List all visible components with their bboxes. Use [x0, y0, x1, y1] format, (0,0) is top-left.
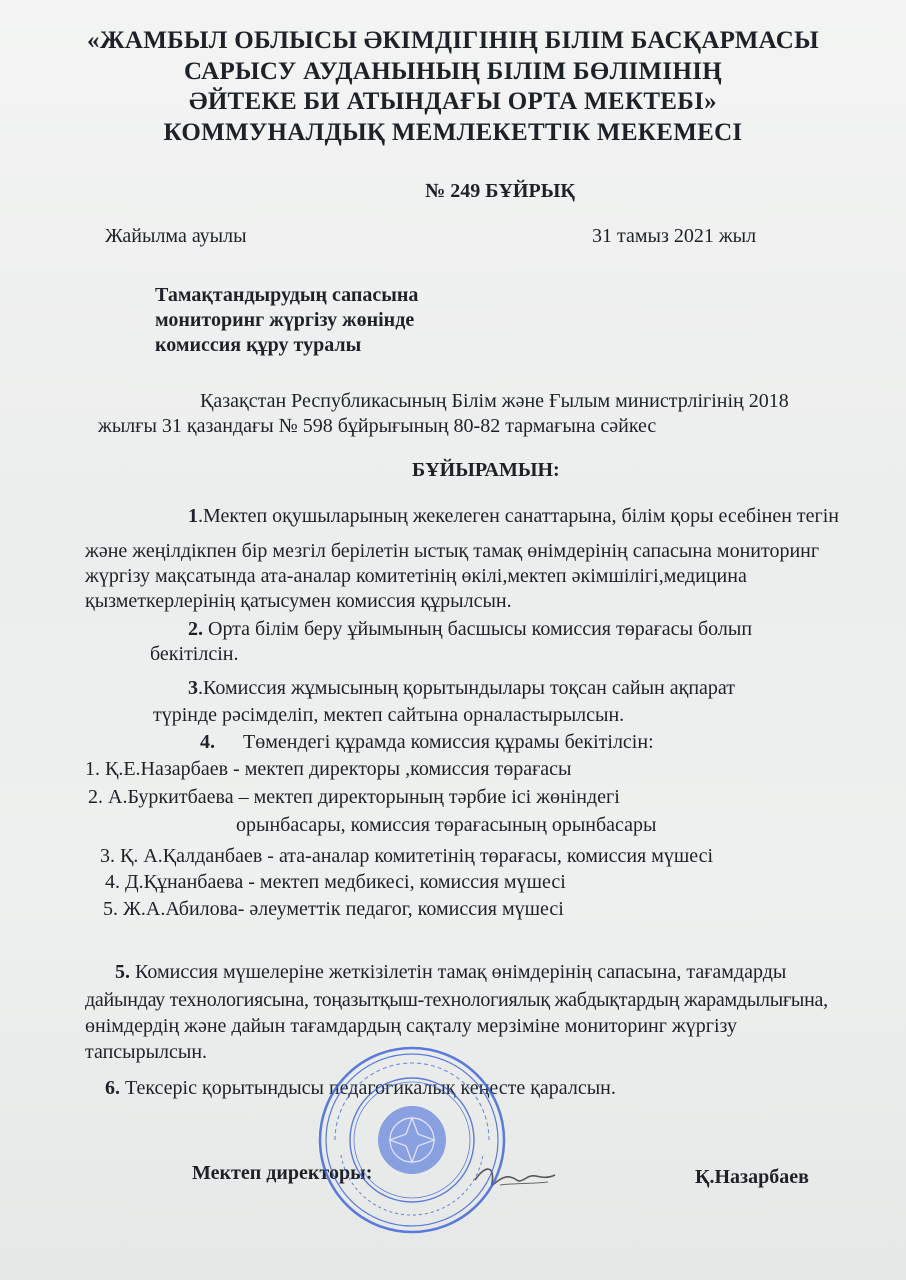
- subject-line-2: мониторинг жүргізу жөнінде: [155, 309, 415, 331]
- member-2-continued: орынбасары, комиссия төрағасының орынбасары: [236, 814, 657, 836]
- subject-line-1: Тамақтандырудың сапасына: [155, 284, 419, 306]
- item-3-number: 3: [188, 677, 198, 699]
- header-line-1: «ЖАМБЫЛ ОБЛЫСЫ ӘКІМДІГІНІҢ БІЛІМ БАСҚАРМАСЫ: [87, 27, 819, 54]
- item-4-number: 4.: [200, 731, 215, 753]
- item-2-line-1: [188, 618, 752, 641]
- item-5-text: Комиссия мүшелеріне жеткізілетін тамақ өнімдерінің сапасына, тағамдарды: [130, 961, 787, 983]
- order-place: Жайылма ауылы: [105, 225, 247, 247]
- item-5-line-3: өнімдердің және дайын тағамдардың сақталу мерзіміне мониторинг жүргізу: [85, 1015, 737, 1037]
- order-date: 31 тамыз 2021 жыл: [592, 225, 757, 247]
- header-line-2: САРЫСУ АУДАНЫНЫҢ БІЛІМ БӨЛІМІНІҢ: [184, 58, 722, 85]
- item-4-text: Төмендегі құрамда комиссия құрамы бекітілсін:: [243, 731, 654, 753]
- item-2-text: Орта білім беру ұйымының басшысы комиссия төрағасы болып: [203, 618, 753, 640]
- item-1-line-2: және жеңілдікпен бір мезгіл берілетін ыстық тамақ өнімдерінің сапасына мониторинг: [85, 540, 820, 562]
- item-2-number: 2.: [188, 618, 203, 640]
- item-5-line-1: [115, 961, 786, 984]
- signature-name: Қ.Назарбаев: [695, 1166, 809, 1188]
- item-5-line-4: тапсырылсын.: [85, 1041, 208, 1063]
- member-3: 3. Қ. А.Қалданбаев - ата-аналар комитетінің төрағасы, комиссия мүшесі: [100, 845, 714, 867]
- member-5: 5. Ж.А.Абилова- әлеуметтік педагог, комиссия мүшесі: [103, 898, 564, 920]
- item-6-number: 6.: [105, 1077, 120, 1099]
- member-4: 4. Д.Құнанбаева - мектеп медбикесі, комиссия мүшесі: [105, 871, 566, 893]
- item-3-line-2: түрінде рәсімделіп, мектеп сайтына орналастырылсын.: [153, 704, 625, 726]
- item-5-line-2: дайындау технологиясына, тоңазытқыш-технологиялық жабдықтардың жарамдылығына,: [85, 989, 828, 1011]
- signature-role: Мектеп директоры:: [192, 1162, 373, 1184]
- member-2: 2. А.Буркитбаева – мектеп директорының тәрбие ісі жөніндегі: [88, 786, 620, 808]
- item-1-text: .Мектеп оқушыларының жекелеген санаттарына, білім қоры есебінен тегін: [198, 505, 839, 527]
- header-line-4: КОММУНАЛДЫҚ МЕМЛЕКЕТТІК МЕКЕМЕСІ: [163, 119, 743, 146]
- item-1-number: 1: [188, 505, 198, 527]
- item-5-number: 5.: [115, 961, 130, 983]
- item-4-line-1: [200, 731, 654, 754]
- preamble-line-1: Қазақстан Республикасының Білім және Ғылым министрлігінің 2018: [200, 390, 789, 412]
- item-3-line-1: [188, 677, 735, 700]
- item-1-line-3: жүргізу мақсатында ата-аналар комитетінің өкілі,мектеп әкімшілігі,медицина: [85, 565, 747, 587]
- item-6-text: Тексеріс қорытындысы педагогикалық кеңесте қаралсын.: [120, 1077, 616, 1099]
- member-1: 1. Қ.Е.Назарбаев - мектеп директоры ,комиссия төрағасы: [85, 758, 572, 780]
- order-number-title: № 249 БҰЙРЫҚ: [425, 180, 575, 202]
- subject-line-3: комиссия құру туралы: [155, 334, 362, 356]
- item-3-text: .Комиссия жұмысының қорытындылары тоқсан сайын ақпарат: [198, 677, 736, 699]
- preamble-line-2: жылғы 31 қазандағы № 598 бұйрығының 80-82 тармағына сәйкес: [98, 415, 657, 437]
- official-stamp: [317, 1045, 507, 1235]
- header-line-3: ӘЙТЕКЕ БИ АТЫНДАҒЫ ОРТА МЕКТЕБІ»: [189, 88, 717, 115]
- item-1-line-1: [188, 505, 839, 528]
- item-1-line-4: қызметкерлерінің қатысумен комиссия құрылсын.: [85, 590, 512, 612]
- command-heading: БҰЙЫРАМЫН:: [412, 459, 560, 481]
- item-2-line-2: бекітілсін.: [150, 643, 239, 665]
